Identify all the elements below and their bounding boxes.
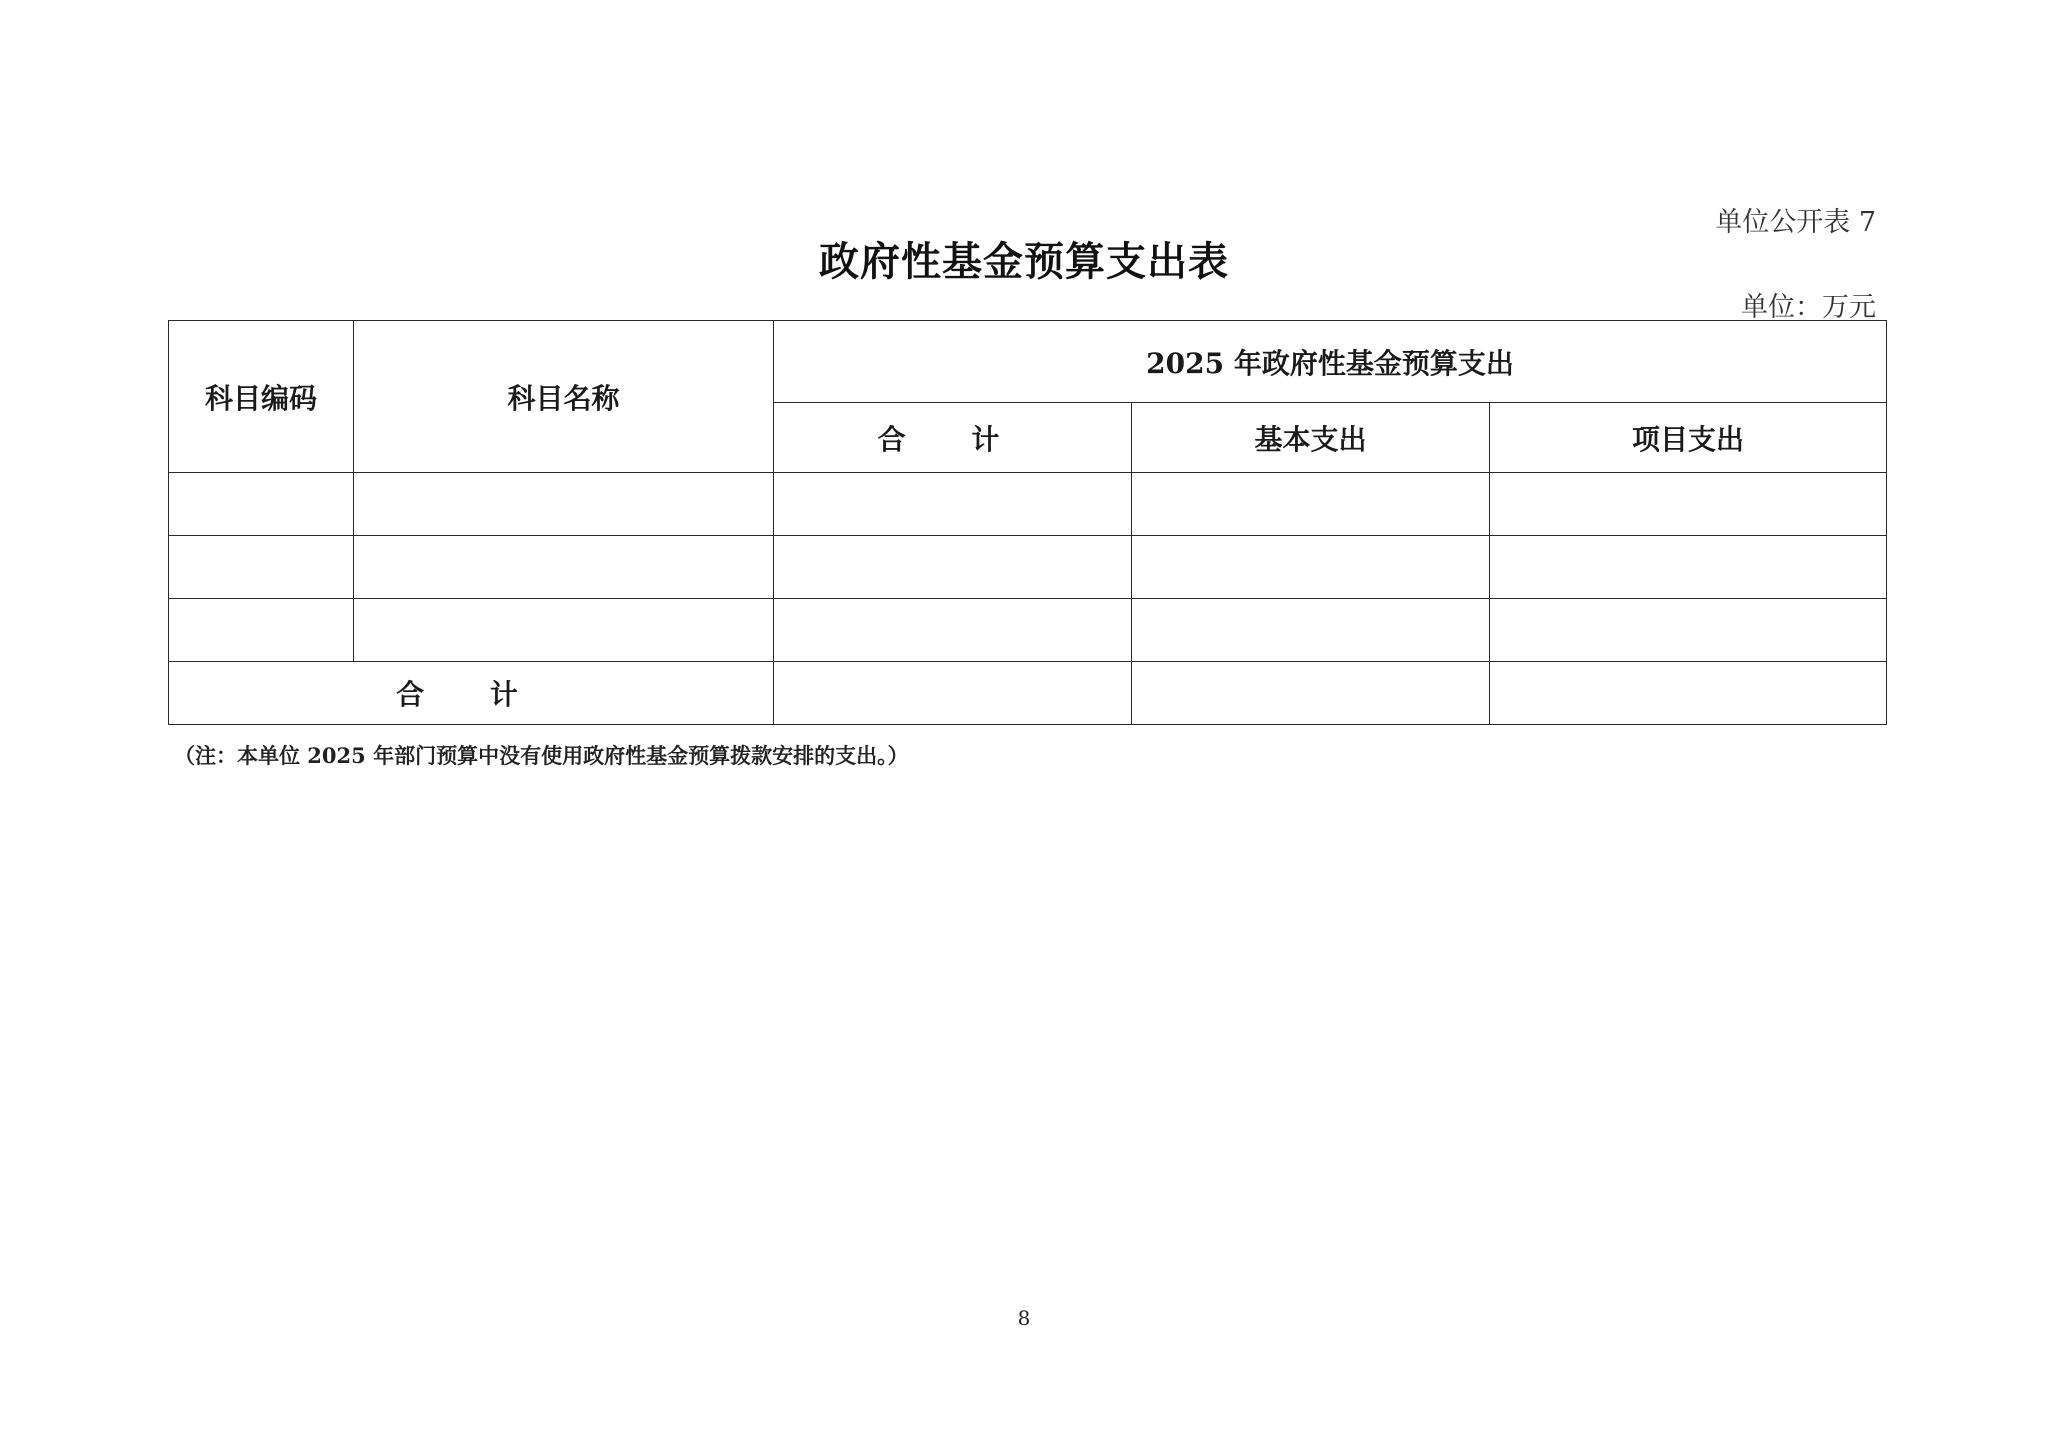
table-row — [169, 599, 1887, 662]
table-number: 单位公开表 7 — [1715, 207, 1876, 238]
budget-table — [168, 320, 1887, 725]
page-number: 8 — [1017, 1306, 1031, 1330]
col-header-total: 合 计 — [774, 403, 1132, 473]
total-cell-total — [774, 662, 1132, 725]
cell-basic — [1132, 536, 1490, 599]
cell-name — [354, 599, 774, 662]
table-row — [169, 473, 1887, 536]
cell-name — [354, 536, 774, 599]
col-header-name: 科目名称 — [354, 321, 774, 473]
total-cell-basic — [1132, 662, 1490, 725]
cell-project — [1490, 536, 1887, 599]
cell-total — [774, 599, 1132, 662]
cell-project — [1490, 599, 1887, 662]
table-note: （注：本单位 2025 年部门预算中没有使用政府性基金预算拨款安排的支出。） — [174, 743, 909, 768]
col-header-code: 科目编码 — [169, 321, 354, 473]
col-header-group: 2025 年政府性基金预算支出 — [774, 321, 1887, 403]
unit-label: 单位：万元 — [1741, 292, 1876, 323]
cell-total — [774, 536, 1132, 599]
cell-project — [1490, 473, 1887, 536]
cell-total — [774, 473, 1132, 536]
cell-basic — [1132, 473, 1490, 536]
cell-name — [354, 473, 774, 536]
page-title: 政府性基金预算支出表 — [819, 238, 1229, 285]
cell-code — [169, 536, 354, 599]
cell-code — [169, 599, 354, 662]
total-row-label: 合 计 — [169, 662, 774, 725]
cell-code — [169, 473, 354, 536]
cell-basic — [1132, 599, 1490, 662]
table-total-row — [169, 662, 1887, 725]
total-cell-project — [1490, 662, 1887, 725]
table-row — [169, 536, 1887, 599]
table-header-row — [169, 321, 1887, 403]
col-header-basic: 基本支出 — [1132, 403, 1490, 473]
col-header-project: 项目支出 — [1490, 403, 1887, 473]
